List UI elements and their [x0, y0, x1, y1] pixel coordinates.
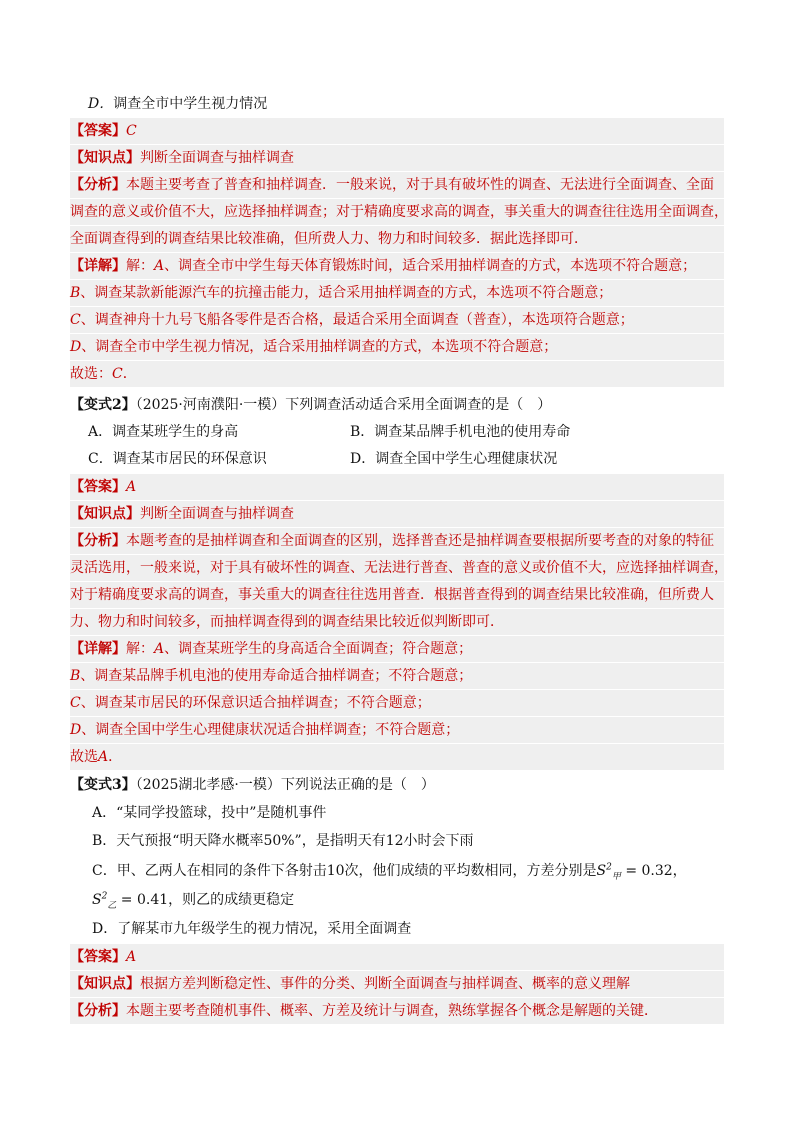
q3-option-d: D．了解某市九年级学生的视力情况，采用全面调查 [92, 921, 412, 937]
q2-option-b: B．调查某品牌手机电池的使用寿命 [350, 424, 571, 440]
q3-answer: 【答案】A [70, 944, 724, 970]
q2-detail-line-2: B、调查某品牌手机电池的使用寿命适合抽样调查；不符合题意； [70, 663, 724, 689]
q1-option-d: D．调查全市中学生视力情况 [88, 96, 268, 112]
q1-analysis-line-3: 全面调查得到的调查结果比较准确，但所费人力、物力和时间较多．据此选择即可． [70, 226, 724, 252]
q1-detail-line-2: B、调查某款新能源汽车的抗撞击能力，适合采用抽样调查的方式，本选项不符合题意； [70, 280, 724, 306]
q3-stem: 【变式3】（2025湖北孝感·一模）下列说法正确的是（ ） [70, 777, 435, 793]
q1-conclusion: 故选：C． [70, 361, 724, 387]
q2-option-d: D．调查全国中学生心理健康状况 [350, 451, 558, 467]
q2-detail-line-3: C、调查某市居民的环保意识适合抽样调查；不符合题意； [70, 690, 724, 716]
q2-options-row-1 [70, 419, 724, 445]
q2-analysis-line-3: 对于精确度要求高的调查，事关重大的调查往往选用普查．根据普查得到的调查结果比较准确，但所费人 [70, 582, 724, 608]
q3-option-c-line-1: C．甲、乙两人在相同的条件下各射击10次，他们成绩的平均数相同，方差分别是$S^2_甲 = 0.32$， [92, 862, 687, 882]
q1-detail-line-3: C、调查神舟十九号飞船各零件是否合格，最适合采用全面调查（普查），本选项符合题意； [70, 307, 724, 333]
variance-yi: $S^2_乙$ [92, 891, 117, 911]
q2-knowledge: 【知识点】判断全面调查与抽样调查 [70, 501, 724, 527]
q3-knowledge: 【知识点】根据方差判断稳定性、事件的分类、判断全面调查与抽样调查、概率的意义理解 [70, 971, 724, 997]
q1-answer: 【答案】C [70, 118, 724, 144]
variance-jia: $S^2_甲$ [596, 862, 621, 882]
q2-stem: 【变式2】（2025·河南濮阳·一模）下列调查活动适合采用全面调查的是（ ） [70, 397, 552, 413]
q1-analysis-line-1: 【分析】本题主要考查了普查和抽样调查．一般来说，对于具有破坏性的调查、无法进行全面调查、全面 [70, 172, 724, 198]
q2-analysis-line-2: 灵活选用，一般来说，对于具有破坏性的调查、无法进行普查、普查的意义或价值不大，应选择抽样调查， [70, 555, 724, 581]
q2-option-c: C．调查某市居民的环保意识 [88, 451, 267, 467]
q1-detail-line-4: D、调查全市中学生视力情况，适合采用抽样调查的方式，本选项不符合题意； [70, 334, 724, 360]
q1-knowledge: 【知识点】判断全面调查与抽样调查 [70, 145, 724, 171]
q2-conclusion: 故选A． [70, 744, 724, 770]
q3-option-b: B．天气预报“明天降水概率50%”，是指明天有12小时会下雨 [92, 833, 474, 849]
q2-analysis-line-1: 【分析】本题考查的是抽样调查和全面调查的区别，选择普查还是抽样调查要根据所要考查的对象的特征 [70, 528, 724, 554]
q3-option-a: A．“某同学投篮球，投中”是随机事件 [92, 805, 327, 821]
q2-answer: 【答案】A [70, 474, 724, 500]
q2-options-row-2 [70, 446, 724, 472]
q1-detail-line-1: 【详解】解：A、调查全市中学生每天体育锻炼时间，适合采用抽样调查的方式，本选项不符合题意； [70, 253, 724, 279]
q2-analysis-line-4: 力、物力和时间较多，而抽样调查得到的调查结果比较近似判断即可． [70, 609, 724, 635]
q1-analysis-line-2: 调查的意义或价值不大，应选择抽样调查；对于精确度要求高的调查，事关重大的调查往往选用全面调查， [70, 199, 724, 225]
q2-option-a: A．调查某班学生的身高 [88, 424, 239, 440]
q2-detail-line-1: 【详解】解：A、调查某班学生的身高适合全面调查；符合题意； [70, 636, 724, 662]
q2-detail-line-4: D、调查全国中学生心理健康状况适合抽样调查；不符合题意； [70, 717, 724, 743]
q3-option-c-line-2: $S^2_乙 = 0.41$，则乙的成绩更稳定 [92, 891, 295, 911]
q3-analysis-line-1: 【分析】本题主要考查随机事件、概率、方差及统计与调查，熟练掌握各个概念是解题的关键． [70, 998, 724, 1024]
